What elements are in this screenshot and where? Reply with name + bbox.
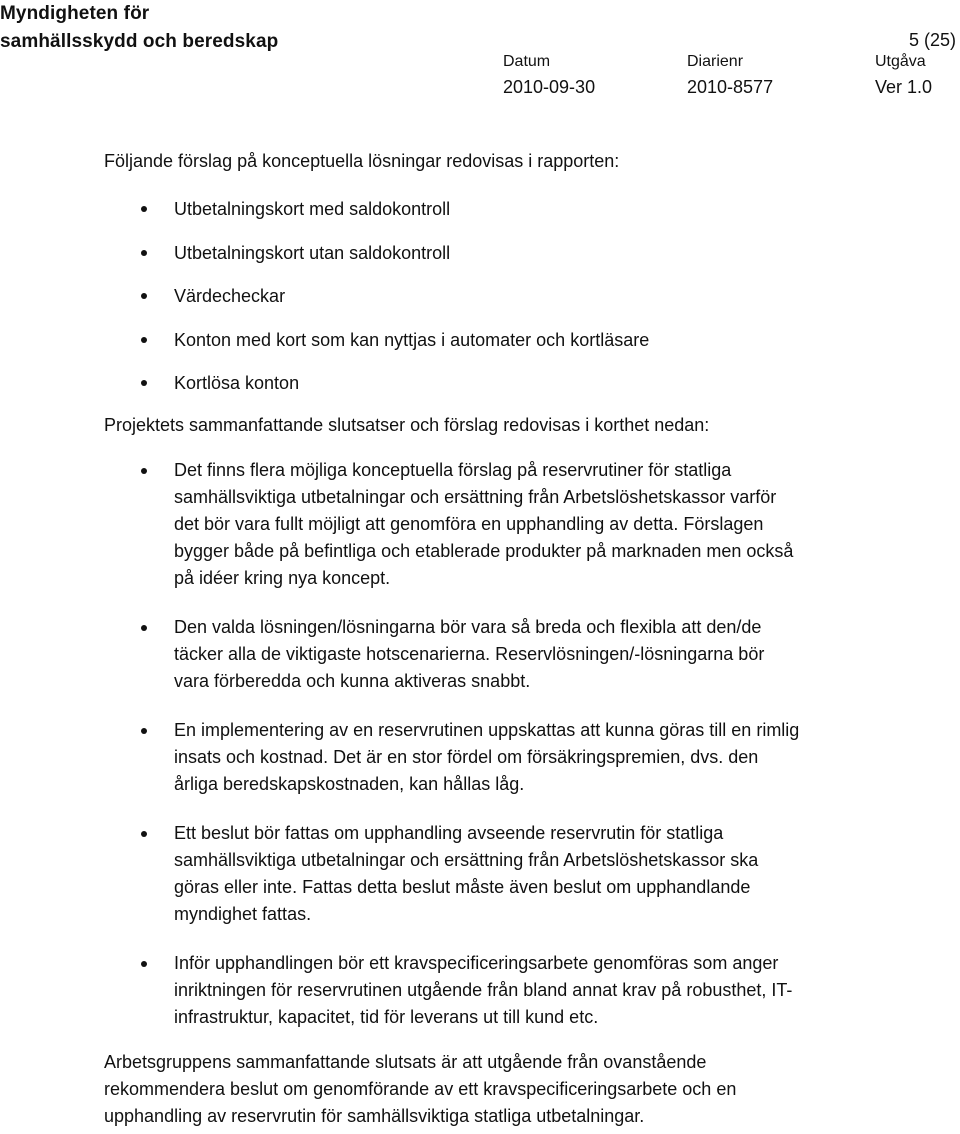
- list-item-text: Ett beslut bör fattas om upphandling avseende reservrutin för statliga samhällsviktiga utbetalningar och ersättning från Arbetslöshetskassor ska göras eller inte. Fattas detta beslut måste även beslut om upphandlande myndighet fattas.: [174, 822, 759, 924]
- document-body: [104, 148, 804, 1130]
- list-item-text: Värdecheckar: [174, 286, 286, 306]
- bullet-icon: [141, 728, 147, 734]
- reference-number-field: [687, 52, 773, 99]
- reference-number-value: 2010-8577: [687, 77, 774, 97]
- bullet-icon: [141, 468, 147, 474]
- reference-number-label: Diarienr: [687, 53, 744, 70]
- version-label: Utgåva: [875, 53, 926, 70]
- list-item-text: Utbetalningskort utan saldokontroll: [174, 242, 451, 263]
- organization-name: [0, 0, 278, 56]
- bullet-icon: [141, 831, 147, 837]
- date-label: Datum: [503, 53, 551, 70]
- list-item-text: Den valda lösningen/lösningarna bör vara så breda och flexibla att den/de täcker alla de viktigaste hotscenarierna. Reservlösningen/-lösningarna bör vara förberedda och kunna aktiveras snabbt.: [174, 616, 765, 691]
- list-item-text: Kortlösa konton: [174, 373, 300, 393]
- date-field: [503, 52, 595, 99]
- organization-name-line-2: samhällsskydd och beredskap: [0, 31, 279, 52]
- bullet-icon: [141, 337, 147, 343]
- summary-intro-paragraph: Projektets sammanfattande slutsatser och förslag redovisas i korthet nedan:: [104, 414, 710, 435]
- list-item: [104, 194, 804, 224]
- list-item-text: Det finns flera möjliga konceptuella förslag på reservrutiner för statliga samhällsviktiga utbetalningar och ersättning från Arbetslöshetskassor varför det bör vara fullt möjligt att genomföra en upphandling av detta. Förslagen bygger både på befintliga och etablerade produkter på marknaden men också på idéer kring nya koncept.: [174, 459, 794, 588]
- page-number: 5 (25): [908, 30, 956, 50]
- closing-paragraph: Arbetsgruppens sammanfattande slutsats är att utgående från ovanstående rekommendera beslut om genomförande av ett kravspecificeringsarbete och en upphandling av reservrutin för samhällsviktiga statliga utbetalningar.: [104, 1051, 737, 1126]
- bullet-icon: [141, 380, 147, 386]
- list-item: [104, 368, 804, 398]
- list-item-text: Inför upphandlingen bör ett kravspecificeringsarbete genomföras som anger inriktningen för reservrutinen utgående från bland annat krav på robusthet, IT-infrastruktur, kapacitet, tid för leverans ut till kund etc.: [174, 952, 793, 1027]
- list-item-text: Utbetalningskort med saldokontroll: [174, 199, 451, 219]
- bullet-icon: [141, 961, 147, 967]
- list-item: [104, 457, 804, 592]
- bullet-icon: [141, 206, 147, 212]
- list-item: [104, 614, 804, 695]
- bullet-icon: [141, 250, 147, 256]
- conclusions-list: [104, 457, 804, 1031]
- bullet-icon: [141, 293, 147, 299]
- version-field: [875, 52, 932, 99]
- intro-paragraph: Följande förslag på konceptuella lösningar redovisas i rapporten:: [104, 151, 620, 171]
- organization-name-line-1: Myndigheten för: [0, 3, 150, 24]
- version-value: Ver 1.0: [875, 77, 933, 97]
- date-value: 2010-09-30: [503, 77, 596, 97]
- list-item: [104, 325, 804, 355]
- list-item: [104, 238, 804, 268]
- list-item-text: En implementering av en reservrutinen uppskattas att kunna göras till en rimlig insats och kostnad. Det är en stor fördel om försäkringspremien, dvs. den årliga beredskapskostnaden, kan hållas låg.: [174, 719, 800, 794]
- bullet-icon: [141, 625, 147, 631]
- list-item: [104, 950, 804, 1031]
- list-item: [104, 281, 804, 311]
- list-item: [104, 717, 804, 798]
- solutions-list: [104, 194, 804, 398]
- list-item: [104, 820, 804, 928]
- list-item-text: Konton med kort som kan nyttjas i automater och kortläsare: [174, 329, 650, 350]
